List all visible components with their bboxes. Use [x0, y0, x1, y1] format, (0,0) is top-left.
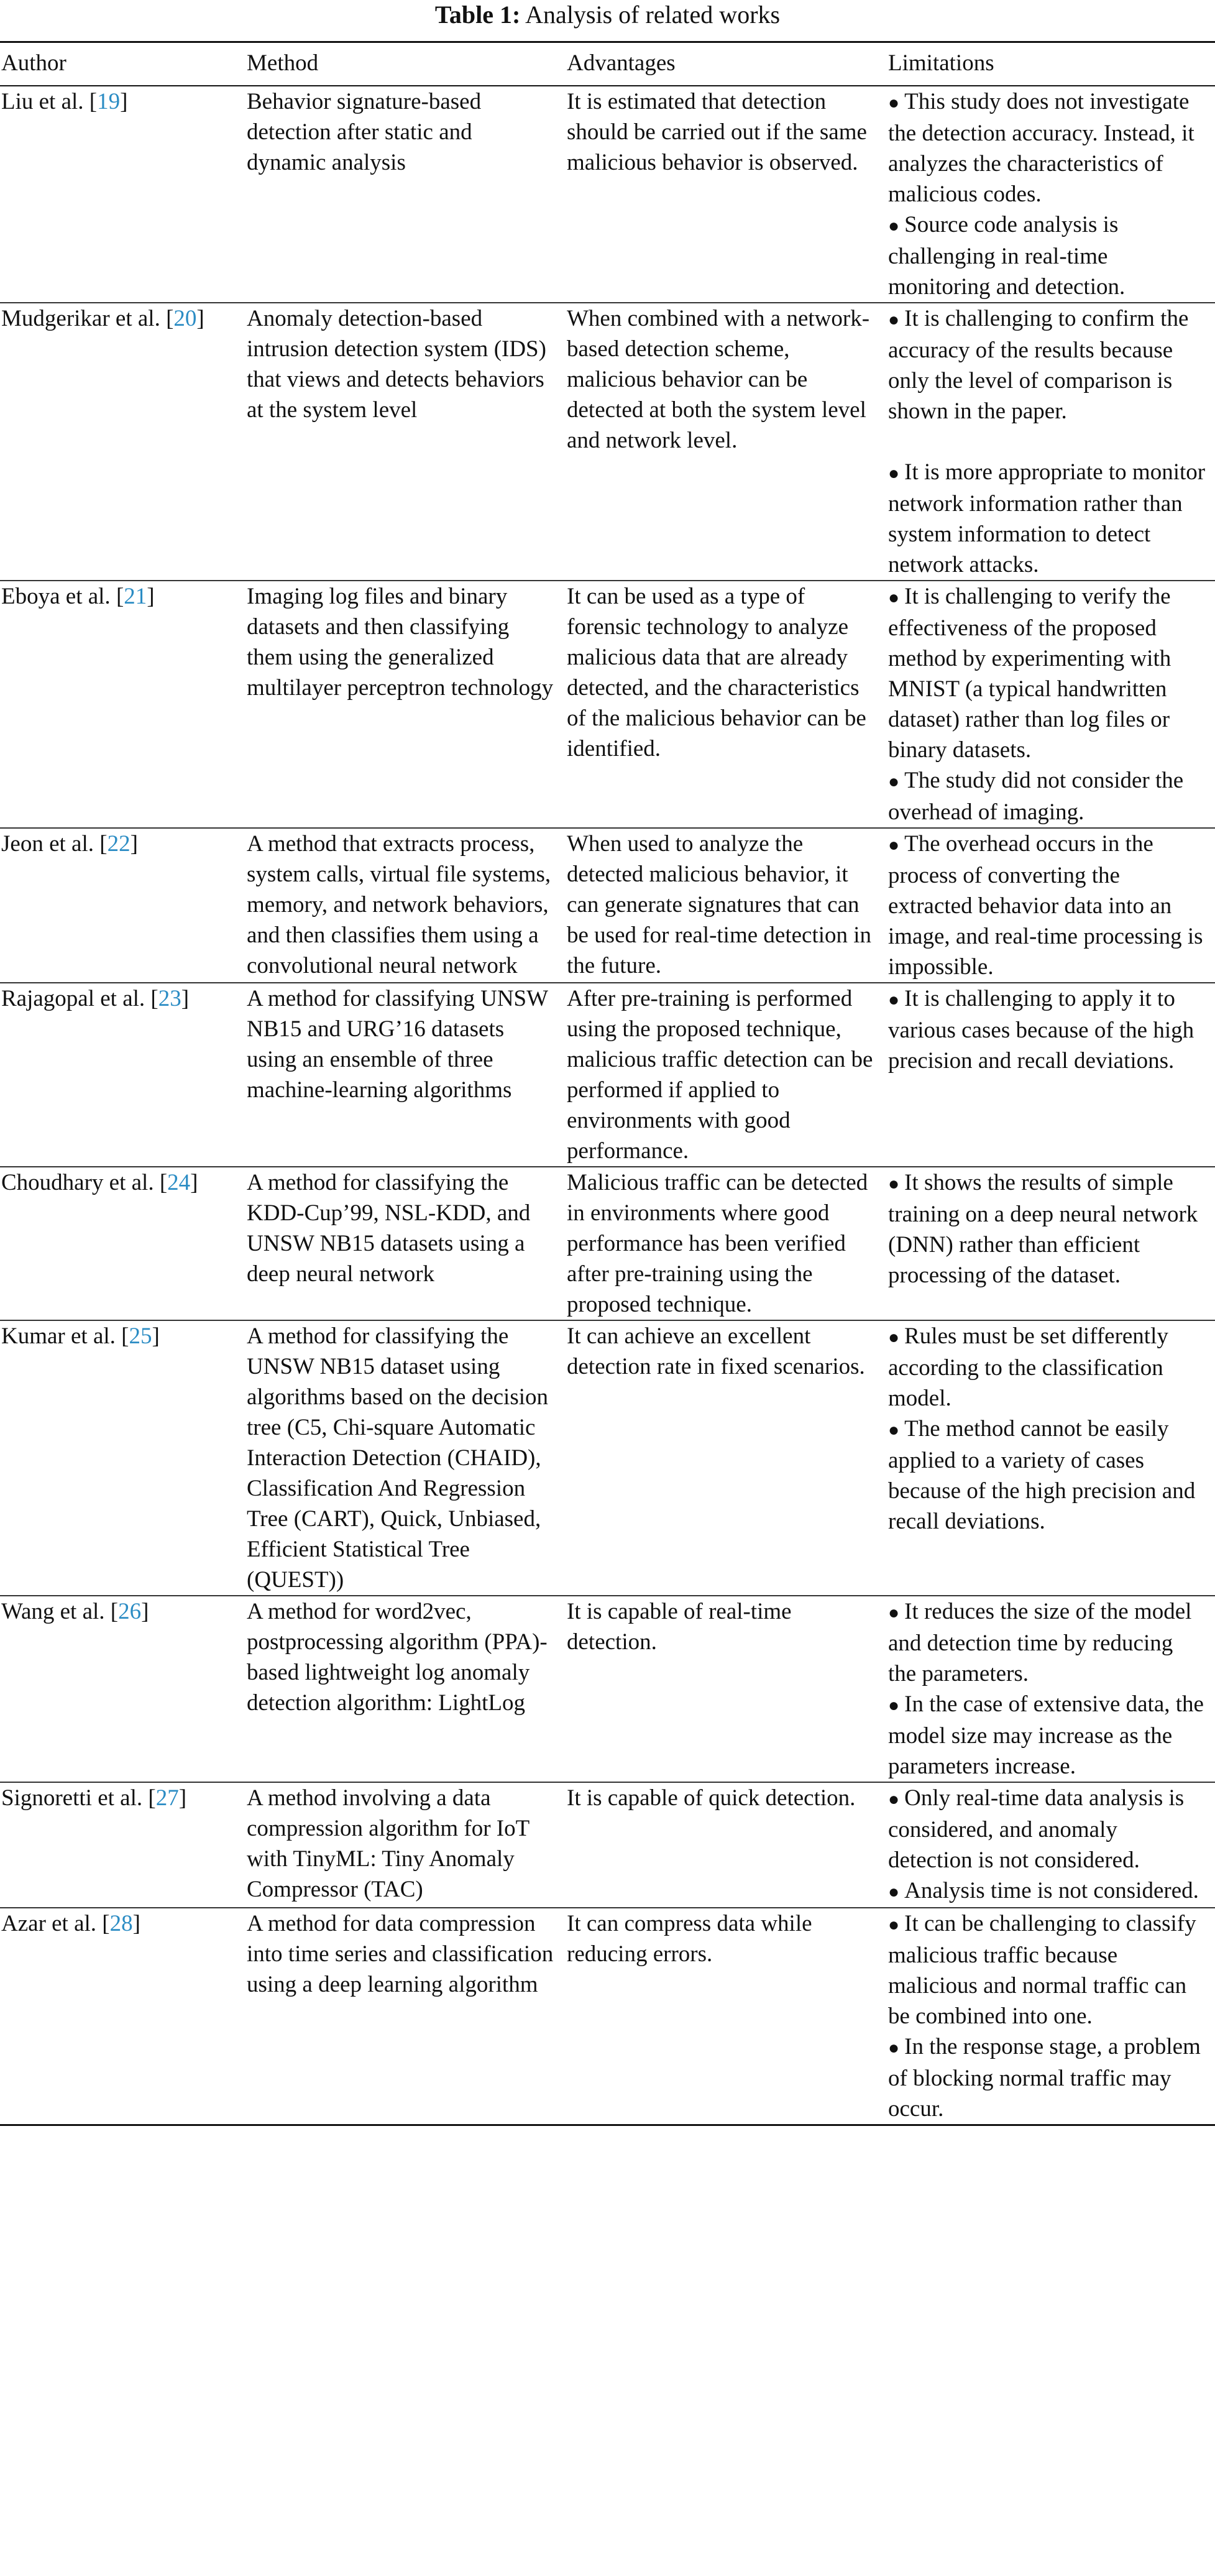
- table-body: [0, 86, 1215, 2125]
- bullet-icon: ●: [888, 1695, 900, 1716]
- limitation-text: It is challenging to confirm the accuracy of the results because only the level of comparison is shown in the paper.: [888, 306, 1189, 424]
- limitation-item: [888, 1596, 1206, 1689]
- citation-link[interactable]: 27: [155, 1785, 179, 1811]
- author-name: Eboya et al.: [1, 584, 111, 609]
- author-cell: [0, 828, 245, 983]
- limitations-cell: [887, 303, 1215, 581]
- author-name: Signoretti et al.: [1, 1785, 143, 1811]
- header-method: Method: [247, 50, 319, 76]
- bullet-icon: ●: [888, 587, 900, 608]
- citation-bracket-open: [: [142, 1785, 156, 1811]
- limitation-item: [888, 829, 1206, 982]
- advantages-cell: After pre-training is performed using the proposed technique, malicious traffic detection can be performed if applied to environments with good performance.: [567, 986, 873, 1164]
- bullet-icon: ●: [888, 216, 900, 236]
- table-row: [0, 581, 1215, 828]
- limitations-cell: [887, 581, 1215, 828]
- bullet-icon: ●: [888, 1915, 900, 1935]
- limitations-cell: [887, 983, 1215, 1167]
- citation-link[interactable]: 24: [167, 1170, 191, 1195]
- citation-bracket-close: ]: [181, 986, 190, 1011]
- citation-bracket-close: ]: [152, 1323, 160, 1349]
- author-name: Azar et al.: [1, 1911, 97, 1936]
- author-cell: [0, 1167, 245, 1320]
- citation-bracket-close: ]: [132, 1911, 140, 1936]
- citation-link[interactable]: 26: [118, 1599, 142, 1624]
- citation-bracket-close: ]: [147, 584, 155, 609]
- table-caption-label: Table 1:: [434, 1, 521, 29]
- table-row: [0, 1320, 1215, 1596]
- citation-bracket-open: [: [83, 89, 98, 114]
- bullet-icon: ●: [888, 1327, 900, 1348]
- bullet-icon: ●: [888, 1603, 900, 1623]
- limitation-text: The study did not consider the overhead of imaging.: [888, 768, 1184, 825]
- author-cell: [0, 303, 245, 581]
- bullet-icon: ●: [888, 463, 900, 484]
- advantages-cell: When used to analyze the detected malicious behavior, it can generate signatures that can be used for real-time detection in the future.: [567, 831, 872, 978]
- header-limitations: Limitations: [888, 50, 994, 76]
- limitation-text: In the response stage, a problem of blocking normal traffic may occur.: [888, 2034, 1201, 2122]
- bullet-icon: ●: [888, 2038, 900, 2058]
- table-row: [0, 983, 1215, 1167]
- limitation-item: [888, 1167, 1206, 1290]
- citation-bracket-close: ]: [196, 306, 204, 331]
- method-cell: A method that extracts process, system calls, virtual file systems, memory, and network behaviors, and then classifies them using a convolutional neural network: [247, 831, 551, 978]
- limitation-text: Rules must be set differently according to the classification model.: [888, 1323, 1168, 1411]
- advantages-cell: When combined with a network-based detection scheme, malicious behavior can be detected at both the system level and network level.: [567, 306, 870, 453]
- advantages-cell: It is capable of quick detection.: [567, 1785, 856, 1811]
- author-cell: [0, 983, 245, 1167]
- author-name: Choudhary et al.: [1, 1170, 154, 1195]
- table-row: [0, 1782, 1215, 1908]
- author-name: Liu et al.: [1, 89, 84, 114]
- citation-bracket-open: [: [154, 1170, 168, 1195]
- limitation-text: It shows the results of simple training on a deep neural network (DNN) rather than efficient processing of the dataset.: [888, 1170, 1198, 1288]
- method-cell: Behavior signature-based detection after static and dynamic analysis: [247, 89, 482, 175]
- bullet-icon: ●: [888, 1882, 900, 1902]
- bullet-icon: ●: [888, 1420, 900, 1440]
- limitation-item: [888, 457, 1206, 580]
- advantages-cell: It can be used as a type of forensic technology to analyze malicious data that are already detected, and the characteristics of the malicious behavior can be identified.: [567, 584, 866, 761]
- method-cell: A method for classifying the KDD-Cup’99, NSL-KDD, and UNSW NB15 datasets using a deep neural network: [247, 1170, 531, 1287]
- method-cell: Anomaly detection-based intrusion detection system (IDS) that views and detects behaviors at the system level: [247, 306, 546, 423]
- limitation-text: The method cannot be easily applied to a variety of cases because of the high precision and recall deviations.: [888, 1416, 1196, 1534]
- author-cell: [0, 1908, 245, 2125]
- citation-bracket-close: ]: [120, 89, 128, 114]
- limitation-item: [888, 581, 1206, 765]
- citation-link[interactable]: 19: [97, 89, 121, 114]
- limitations-cell: [887, 1320, 1215, 1596]
- author-cell: [0, 1782, 245, 1908]
- citation-bracket-open: [: [145, 986, 158, 1011]
- citation-link[interactable]: 25: [129, 1323, 152, 1349]
- limitations-cell: [887, 86, 1215, 303]
- citation-link[interactable]: 20: [173, 306, 197, 331]
- citation-bracket-open: [: [110, 584, 124, 609]
- limitation-text: It is more appropriate to monitor network information rather than system information to detect network attacks.: [888, 459, 1206, 577]
- limitations-cell: [887, 1782, 1215, 1908]
- table-row: [0, 1596, 1215, 1782]
- limitation-text: In the case of extensive data, the model size may increase as the parameters increase.: [888, 1691, 1204, 1779]
- author-name: Kumar et al.: [1, 1323, 116, 1349]
- advantages-cell: Malicious traffic can be detected in environments where good performance has been verified after pre-training using the proposed technique.: [567, 1170, 868, 1317]
- bullet-icon: ●: [888, 771, 900, 792]
- citation-bracket-open: [: [104, 1599, 119, 1624]
- table-row: [0, 1167, 1215, 1320]
- method-cell: A method for classifying UNSW NB15 and URG’16 datasets using an ensemble of three machine-learning algorithms: [247, 986, 548, 1103]
- limitation-item: [888, 1414, 1206, 1537]
- bullet-icon: ●: [888, 1789, 900, 1810]
- citation-link[interactable]: 23: [158, 986, 181, 1011]
- limitation-spacer: [888, 426, 1206, 457]
- citation-link[interactable]: 21: [124, 584, 147, 609]
- limitations-cell: [887, 1908, 1215, 2125]
- limitation-item: [888, 1321, 1206, 1414]
- bullet-icon: ●: [888, 93, 900, 113]
- limitation-item: [888, 765, 1206, 827]
- method-cell: Imaging log files and binary datasets and then classifying them using the generalized multilayer perceptron technology: [247, 584, 554, 701]
- limitation-item: [888, 2031, 1206, 2124]
- table-caption: [0, 0, 1215, 41]
- limitation-item: [888, 1908, 1206, 2031]
- method-cell: A method for word2vec, postprocessing algorithm (PPA)-based lightweight log anomaly detection algorithm: LightLog: [247, 1599, 548, 1716]
- limitation-text: It is challenging to verify the effectiveness of the proposed method by experimenting with MNIST (a typical handwritten dataset) rather than log files or binary datasets.: [888, 584, 1171, 763]
- author-cell: [0, 1320, 245, 1596]
- limitation-item: [888, 86, 1206, 209]
- citation-link[interactable]: 22: [107, 831, 131, 857]
- limitation-item: [888, 1689, 1206, 1782]
- author-cell: [0, 581, 245, 828]
- limitation-item: [888, 303, 1206, 426]
- citation-bracket-open: [: [96, 1911, 110, 1936]
- header-advantages: Advantages: [567, 50, 676, 76]
- limitations-cell: [887, 1596, 1215, 1782]
- method-cell: A method for classifying the UNSW NB15 dataset using algorithms based on the decision tree (C5, Chi-square Automatic Interaction Detection (CHAID), Classification And Regression Tree (CART), Quick, Unbiased, Efficient Statistical Tree (QUEST)): [247, 1323, 549, 1593]
- limitation-text: This study does not investigate the detection accuracy. Instead, it analyzes the characteristics of malicious codes.: [888, 89, 1194, 207]
- advantages-cell: It is capable of real-time detection.: [567, 1599, 792, 1655]
- author-name: Jeon et al.: [1, 831, 94, 857]
- citation-link[interactable]: 28: [109, 1911, 133, 1936]
- table-header-row: [0, 42, 1215, 86]
- bullet-icon: ●: [888, 835, 900, 855]
- citation-bracket-close: ]: [141, 1599, 149, 1624]
- author-name: Rajagopal et al.: [1, 986, 145, 1011]
- table-row: [0, 1908, 1215, 2125]
- limitation-item: [888, 1875, 1206, 1907]
- author-name: Wang et al.: [1, 1599, 105, 1624]
- limitation-text: It reduces the size of the model and detection time by reducing the parameters.: [888, 1599, 1192, 1686]
- advantages-cell: It can compress data while reducing errors.: [567, 1911, 812, 1967]
- advantages-cell: It is estimated that detection should be carried out if the same malicious behavior is observed.: [567, 89, 867, 175]
- limitation-item: [888, 983, 1206, 1076]
- limitation-text: Source code analysis is challenging in real-time monitoring and detection.: [888, 212, 1126, 300]
- method-cell: A method involving a data compression algorithm for IoT with TinyML: Tiny Anomaly Compressor (TAC): [247, 1785, 530, 1902]
- limitation-text: Analysis time is not considered.: [904, 1878, 1199, 1903]
- author-name: Mudgerikar et al.: [1, 306, 160, 331]
- bullet-icon: ●: [888, 990, 900, 1010]
- table-caption-text: Analysis of related works: [525, 1, 781, 29]
- limitation-text: It is challenging to apply it to various cases because of the high precision and recall deviations.: [888, 986, 1194, 1074]
- citation-bracket-close: ]: [178, 1785, 187, 1811]
- bullet-icon: ●: [888, 310, 900, 330]
- bullet-icon: ●: [888, 1174, 900, 1194]
- limitation-text: Only real-time data analysis is considered, and anomaly detection is not considered.: [888, 1785, 1185, 1873]
- table-row: [0, 828, 1215, 983]
- table-row: [0, 86, 1215, 303]
- method-cell: A method for data compression into time series and classification using a deep learning algorithm: [247, 1911, 554, 1997]
- limitations-cell: [887, 828, 1215, 983]
- citation-bracket-open: [: [93, 831, 108, 857]
- citation-bracket-close: ]: [130, 831, 138, 857]
- citation-bracket-open: [: [160, 306, 174, 331]
- author-cell: [0, 1596, 245, 1782]
- author-cell: [0, 86, 245, 303]
- header-author: Author: [1, 50, 66, 76]
- citation-bracket-close: ]: [190, 1170, 198, 1195]
- citation-bracket-open: [: [115, 1323, 129, 1349]
- table-row: [0, 303, 1215, 581]
- related-works-table: [0, 41, 1215, 2126]
- limitation-text: It can be challenging to classify malicious traffic because malicious and normal traffic can be combined into one.: [888, 1911, 1196, 2029]
- limitation-item: [888, 209, 1206, 302]
- limitation-item: [888, 1783, 1206, 1875]
- advantages-cell: It can achieve an excellent detection rate in fixed scenarios.: [567, 1323, 865, 1379]
- limitations-cell: [887, 1167, 1215, 1320]
- limitation-text: The overhead occurs in the process of converting the extracted behavior data into an image, and real-time processing is impossible.: [888, 831, 1203, 980]
